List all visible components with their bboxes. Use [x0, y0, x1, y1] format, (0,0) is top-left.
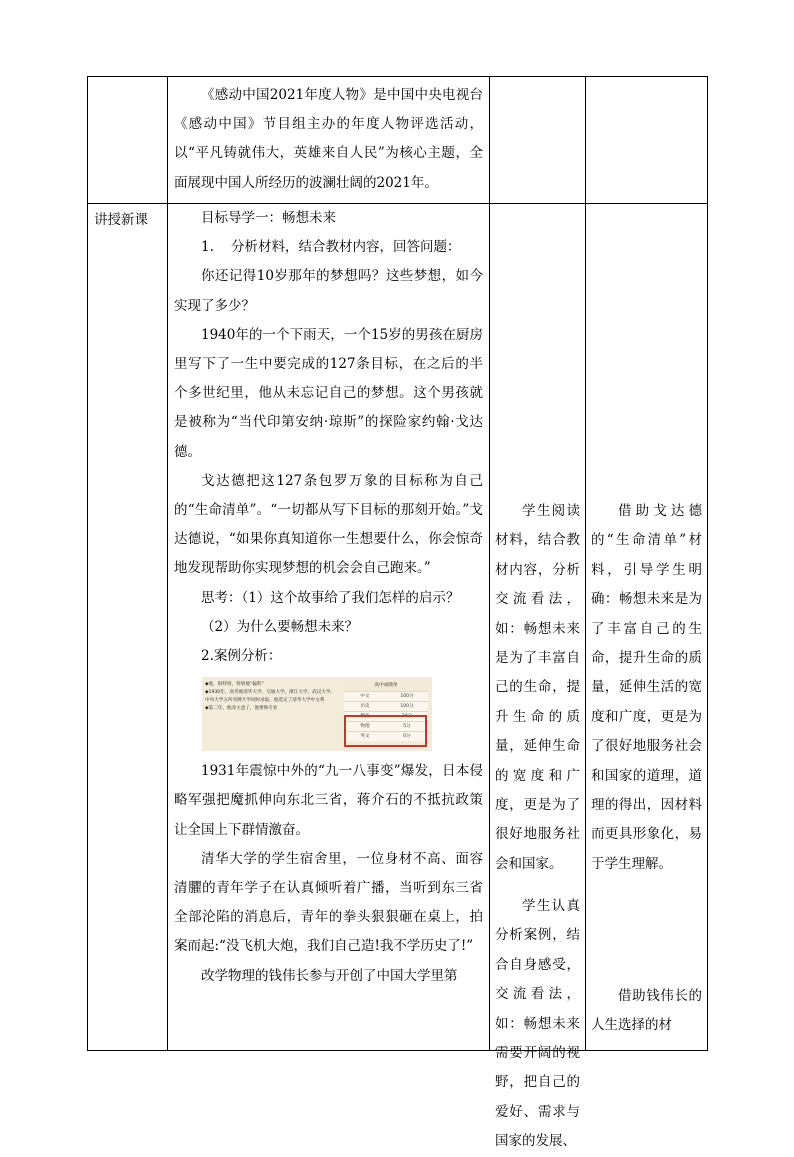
design-intent-2: 借助钱伟长的人生选择的材: [591, 988, 702, 1034]
subject: 中文: [360, 694, 370, 700]
lesson-plan-table: [87, 76, 708, 1150]
paragraph-qian-3: 改学物理的钱伟长参与开创了中国大学里第: [201, 967, 458, 984]
step-2: 2.案例分析：: [201, 648, 282, 665]
highlight-box: [344, 715, 427, 747]
subject: 数化: [360, 714, 370, 720]
score: 100分: [400, 694, 414, 700]
student-activity-2: 学生认真分析案例，结合自身感受，交流看法，如：畅想未来需要开阔的视野，把自己的爱好、需求与国家的发展、: [495, 898, 580, 1150]
score-row: [344, 701, 428, 711]
case-image-notes: [205, 681, 337, 713]
paragraph-goddard-1: 1940年的一个下雨天，一个15岁的男孩在厨房里写下了一生中要完成的127条目标，在之后的半个多世纪里，他从未忘记自己的梦想。这个男孩就是被称为“当代印第安纳·琼斯”的探险家约翰·戈达德。: [174, 326, 483, 460]
student-activity-1: 学生阅读材料，结合教材内容，分析交流看法，如：畅想未来是为了丰富自己的生命，提升生命的质量，延伸生命的宽度和广度，更是为了很好地服务社会和国家。: [495, 503, 580, 872]
case-note: ◆他，很特别，特别地“偏科”: [205, 682, 264, 688]
design-intent-1: 借助戈达德的“生命清单”材料，引导学生明确：畅想未来是为了丰富自己的生命，提升生命的质量，延伸生活的宽度和广度，更是为了很好地服务社会和国家的道理，道理的得出，因材料而更具形象化，易于学生理解。: [591, 503, 702, 872]
label-cell: [88, 204, 168, 1051]
objective-heading: 目标导学一：畅想未来: [201, 210, 336, 226]
student-cell-empty: [490, 77, 586, 204]
case-note: ◆1930年，高考被清华大学、交通大学、浙江大学、武汉大学、中央大学五所名牌大学同时录取，他选定了清华大学中文系: [205, 690, 336, 704]
case-note: ◆第二年，他改主意了，他要换专业: [205, 706, 278, 712]
design-intent-cell: [586, 204, 708, 1051]
subject: 物理: [360, 724, 370, 730]
think-question-2: （2）为什么要畅想未来？: [201, 618, 359, 635]
paragraph-goddard-2: 戈达德把这127条包罗万象的目标称为自己的“生命清单”。“一切都从写下目标的那刻开始。”戈达德说，“如果你真知道你一生想要什么，你会惊奇地发现帮助你实现梦想的机会会自己跑来。”: [174, 472, 483, 577]
table-row: [88, 77, 708, 204]
table-row: [88, 204, 708, 1051]
score: 0分: [403, 734, 411, 740]
intro-paragraph: 《感动中国2021年度人物》是中国中央电视台《感动中国》节目组主办的年度人物评选活动，以“平凡铸就伟大，英雄来自人民”为核心主题，全面展现中国人所经历的波澜壮阔的2021年。: [174, 87, 483, 191]
score: 100分: [400, 704, 414, 710]
student-activity-cell: [490, 204, 586, 1150]
intent-cell-empty: [586, 77, 708, 204]
content-cell: [168, 77, 490, 204]
think-question-1: 思考：（1）这个故事给了我们怎样的启示？: [201, 589, 460, 606]
question: 你还记得10岁那年的梦想吗？这些梦想，如今实现了多少？: [174, 268, 483, 314]
paragraph-qian-2: 清华大学的学生宿舍里，一位身材不高、面容清臞的青年学子在认真倾听着广播，当听到东三省全部沦陷的消息后，青年的拳头狠狠砸在桌上，拍案而起:“没飞机大炮，我们自己造!我不学历史了!”: [174, 850, 483, 955]
score-row: [344, 691, 428, 701]
score: 5分: [403, 724, 411, 730]
subject: 英文: [360, 734, 370, 740]
content-cell: [168, 204, 490, 1051]
paragraph-qian-1: 1931年震惊中外的“九一八事变”爆发，日本侵略军强把魔抓伸向东北三省，蒋介石的不抵抗政策让全国上下群情激奋。: [174, 763, 483, 838]
case-image: [202, 677, 432, 751]
score: 20分: [401, 714, 413, 720]
section-label: 讲授新课: [94, 212, 148, 228]
score-table-title: 高中成绩单: [344, 681, 428, 691]
step-1: 1. 分析材料，结合教材内容，回答问题：: [201, 239, 461, 256]
subject: 历史: [360, 704, 370, 710]
label-cell-empty: [88, 77, 168, 204]
